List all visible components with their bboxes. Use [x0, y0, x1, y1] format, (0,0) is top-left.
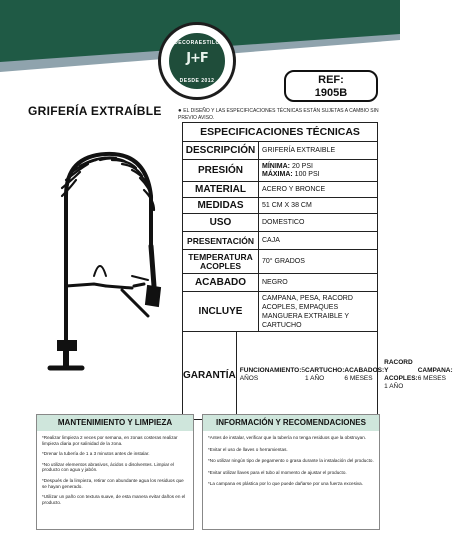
- garantia-item: CARTUCHO: 1 AÑO: [305, 367, 345, 382]
- list-item: *La campana es plástica por lo que puede dañarse por una fuerza excesiva.: [208, 481, 364, 487]
- info-list: [203, 431, 379, 497]
- list-item: *No utilizar elementos abrasivos, ácidos o disolventes. Limpiar el producto con agua y jabón.: [42, 461, 175, 473]
- presion-max-value: 100 PSI: [294, 170, 320, 178]
- spec-key: DESCRIPCIÓN: [183, 142, 259, 159]
- spec-row-incluye: [182, 292, 378, 332]
- spec-key: PRESENTACIÓN: [183, 232, 259, 249]
- maintenance-list: [37, 431, 193, 514]
- list-item: *Evitar utilizar llaves para el tubo al momento de ajustar el producto.: [208, 469, 347, 475]
- info-box: [202, 414, 380, 530]
- list-item: *Evitar el uso de llaves o herramientas.: [208, 446, 288, 452]
- spec-value: ACERO Y BRONCE: [262, 185, 326, 193]
- brand-logo: [158, 22, 236, 100]
- spec-key: ACABADO: [183, 274, 259, 291]
- garantia-item: CAMPANA: 6 MESES: [417, 367, 453, 382]
- logo-seal: [167, 31, 227, 91]
- notice-body: EL DISEÑO Y LAS ESPECIFICACIONES TÉCNICAS ESTÁN SUJETAS A CAMBIO SIN PREVIO AVISO.: [178, 108, 379, 121]
- list-item: *Utilizar un paño con textura suave, de esta manera evitar daños en el producto.: [42, 494, 186, 505]
- spec-row-presion: [182, 160, 378, 182]
- list-item: *Drenar la tubería de 1 a 3 minutos antes de instalar.: [42, 451, 150, 457]
- spec-value: DOMESTICO: [262, 218, 305, 226]
- spec-key: PRESIÓN: [183, 160, 259, 181]
- logo-mark: J+F: [186, 51, 208, 66]
- spec-key: MEDIDAS: [183, 198, 259, 213]
- garantia-item: RACORD Y ACOPLES: 1 AÑO: [384, 359, 418, 390]
- garantia-item: ACABADOS: 6 MESES: [344, 367, 385, 382]
- spec-row-temperatura: [182, 250, 378, 274]
- maintenance-box: [36, 414, 194, 530]
- spec-value: GRIFERÍA EXTRAIBLE: [262, 146, 336, 154]
- presion-max-label: MÁXIMA:: [262, 170, 293, 178]
- reference-label: REF:: [318, 74, 344, 86]
- spec-value: 70° GRADOS: [262, 257, 305, 265]
- reference-badge: [284, 70, 378, 102]
- spec-row-garantia: [182, 332, 453, 420]
- logo-top-text: DECORAESTILO: [174, 40, 220, 46]
- spec-key: MATERIAL: [183, 182, 259, 197]
- list-item: *Después de la limpieza, retirar con abundante agua los residuos que se hayan generado.: [42, 477, 184, 489]
- presion-min-label: MÍNIMA:: [262, 162, 290, 170]
- faucet-image: [36, 136, 176, 386]
- list-item: *No utilizar ningún tipo de pegamento o grasa durante la instalación del producto.: [208, 458, 374, 464]
- spec-table: [182, 122, 453, 420]
- spec-row-descripcion: [182, 142, 378, 160]
- product-title: GRIFERÍA EXTRAÍBLE: [28, 104, 162, 118]
- spec-value: NEGRO: [262, 278, 288, 286]
- spec-row-presentacion: [182, 232, 378, 250]
- spec-value: [259, 160, 377, 181]
- logo-bottom-text: DESDE 2012: [179, 78, 215, 84]
- spec-value: CAJA: [262, 236, 280, 244]
- spec-row-material: [182, 182, 378, 198]
- spec-header: ESPECIFICACIONES TÉCNICAS: [182, 122, 378, 142]
- notice-text: ● EL DISEÑO Y LAS ESPECIFICACIONES TÉCNICAS ESTÁN SUJETAS A CAMBIO SIN PREVIO AVISO.: [178, 108, 379, 121]
- presion-min-value: 20 PSI: [291, 162, 313, 170]
- spec-key: GARANTÍA: [183, 332, 237, 419]
- spec-row-uso: [182, 214, 378, 232]
- garantia-item: FUNCIONAMIENTO:5 AÑOS: [239, 367, 306, 382]
- info-title: INFORMACIÓN Y RECOMENDACIONES: [203, 415, 379, 431]
- spec-value: CAMPANA, PESA, RACORD ACOPLES, EMPAQUES MANGUERA EXTRAIBLE Y CARTUCHO: [262, 294, 353, 329]
- list-item: *Realizar limpieza 2 veces por semana, en zonas costeras realizar limpieza diaria por salinidad de la zona.: [42, 435, 178, 446]
- spec-key: USO: [183, 214, 259, 231]
- spec-value: 51 CM X 38 CM: [262, 201, 312, 209]
- spec-row-acabado: [182, 274, 378, 292]
- spec-key: INCLUYE: [183, 292, 259, 331]
- spec-row-medidas: [182, 198, 378, 214]
- spec-key: TEMPERATURA ACOPLES: [183, 250, 259, 273]
- maintenance-title: MANTENIMIENTO Y LIMPIEZA: [37, 415, 193, 431]
- list-item: *Antes de instalar, verificar que la tubería no tenga residuos que la obstruyan.: [208, 435, 367, 440]
- reference-code: 1905B: [314, 87, 348, 99]
- garantia-list: [237, 332, 456, 419]
